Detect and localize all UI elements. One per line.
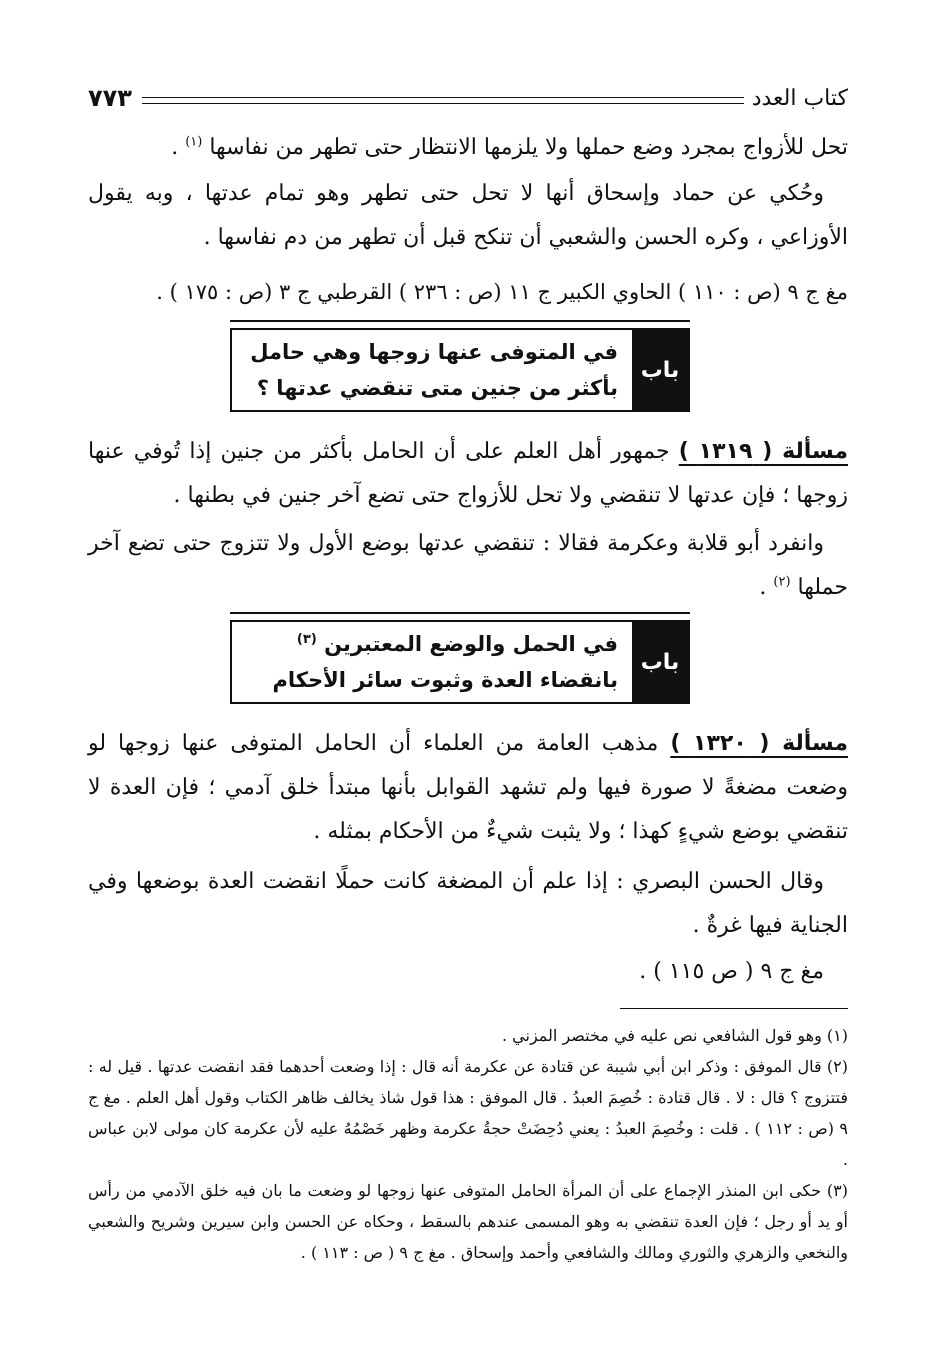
paragraph-end: . bbox=[759, 575, 774, 600]
paragraph-hasan-basri: وقال الحسن البصري : إذا علم أن المضغة كانت حملًا انقضت العدة بوضعها وفي الجناية فيها غرةٌ . bbox=[88, 869, 848, 938]
masala-number: مسألة ( ١٣٢٠ ) bbox=[670, 731, 848, 756]
reference-line: مغ ج ٩ ( ص ١١٥ ) . bbox=[639, 959, 824, 984]
header-rule bbox=[142, 97, 744, 104]
reference-line: مغ ج ٩ (ص : ١١٠ ) الحاوي الكبير ج ١١ (ص : ٢٣٦ ) القرطبي ج ٣ (ص : ١٧٥ ) . bbox=[156, 280, 848, 304]
chapter-heading-text: في الحمل والوضع المعتبرين bbox=[324, 632, 618, 656]
chapter-heading bbox=[232, 622, 632, 702]
footnote-1: (١) وهو قول الشافعي نص عليه في مختصر المزني . bbox=[502, 1026, 848, 1045]
book-page bbox=[88, 70, 848, 1330]
footnotes bbox=[88, 1020, 848, 1268]
header-title: كتاب العدد bbox=[751, 85, 848, 111]
page-number: ٧٧٣ bbox=[88, 84, 132, 112]
chapter-heading-line: بأكثر من جنين متى تنقضي عدتها ؟ bbox=[256, 376, 618, 400]
masala-number: مسألة ( ١٣١٩ ) bbox=[678, 439, 848, 464]
chapter-label: باب bbox=[632, 330, 688, 410]
chapter-top-rule bbox=[230, 320, 690, 322]
paragraph-text: وانفرد أبو قلابة وعكرمة فقالا : تنقضي عدتها بوضع الأول ولا تتزوج حتى تضع آخر حملها bbox=[88, 531, 848, 600]
paragraph-abu-qilaba bbox=[88, 522, 848, 610]
masala-paragraph bbox=[88, 722, 848, 854]
footnote-2: (٢) قال الموفق : وذكر ابن أبي شيبة عن قتادة عن عكرمة أنه قال : إذا وضعت أحدهما فقد انقضت عدتها . قيل له : فتتزوج ؟ قال : لا . قال قتادة : خُصِمَ العبدُ . قال الموفق : هذا قول شاذ يخالف ظاهر الكتاب وقول أهل العلم . مغ ج ٩ (ص : ١١٢ ) . قلت : وخُصِمَ العبدُ : يعني دُحِضَتْ حجةُ عكرمة وظهر خَصْمُهُ عليه لأن عكرمة كان مولى لابن عباس . bbox=[88, 1057, 848, 1169]
chapter-label: باب bbox=[632, 622, 688, 702]
footnote-3: (٣) حكى ابن المنذر الإجماع على أن المرأة الحامل المتوفى عنها زوجها لو وضعت ما بان فيه خلق الآدمي من رأس أو يد أو رجل ؛ فإن العدة تنقضي به وهو المسمى عندهم بالسقط ، وحكاه عن الحسن وابن سيرين وشريح والشعبي والنخعي والزهري والثوري ومالك والشافعي وأحمد وإسحاق . مغ ج ٩ ( ص : ١١٣ ) . bbox=[88, 1181, 848, 1262]
chapter-heading-line bbox=[246, 626, 618, 662]
masala-text: جمهور أهل العلم على أن الحامل بأكثر من جنين إذا تُوفي عنها زوجها ؛ فإن عدتها لا تنقضي ولا تحل للأزواج حتى تضع آخر جنين في بطنها . bbox=[88, 439, 848, 508]
chapter-top-rule bbox=[230, 612, 690, 614]
footnote-marker: (٢) bbox=[773, 574, 791, 590]
paragraph-hammad: وحُكي عن حماد وإسحاق أنها لا تحل حتى تطهر وهو تمام عدتها ، وبه يقول الأوزاعي ، وكره الحسن والشعبي أن تنكح قبل أن تطهر من دم نفاسها . bbox=[88, 181, 848, 250]
paragraph-continuation bbox=[88, 126, 848, 170]
chapter-box bbox=[230, 328, 690, 412]
chapter-heading bbox=[232, 330, 632, 410]
footnote-separator bbox=[620, 1008, 848, 1009]
running-header bbox=[88, 78, 848, 118]
paragraph-end: . bbox=[171, 135, 186, 160]
chapter-heading-line: بانقضاء العدة وثبوت سائر الأحكام bbox=[272, 668, 618, 692]
chapter-box bbox=[230, 620, 690, 704]
chapter-heading-line: في المتوفى عنها زوجها وهي حامل bbox=[250, 340, 618, 364]
masala-text: مذهب العامة من العلماء أن الحامل المتوفى عنها زوجها لو وضعت مضغةً لا صورة فيها ولم تشهد القوابل بأنها مبتدأ خلق آدمي ؛ فإن العدة لا تنقضي بوضع شيءٍ كهذا ؛ ولا يثبت شيءٌ من الأحكام بمثله . bbox=[88, 731, 848, 844]
footnote-marker: (١) bbox=[185, 134, 203, 150]
masala-paragraph bbox=[88, 430, 848, 518]
paragraph-text: تحل للأزواج بمجرد وضع حملها ولا يلزمها الانتظار حتى تطهر من نفاسها bbox=[209, 135, 848, 160]
footnote-marker: (٣) bbox=[296, 632, 317, 647]
